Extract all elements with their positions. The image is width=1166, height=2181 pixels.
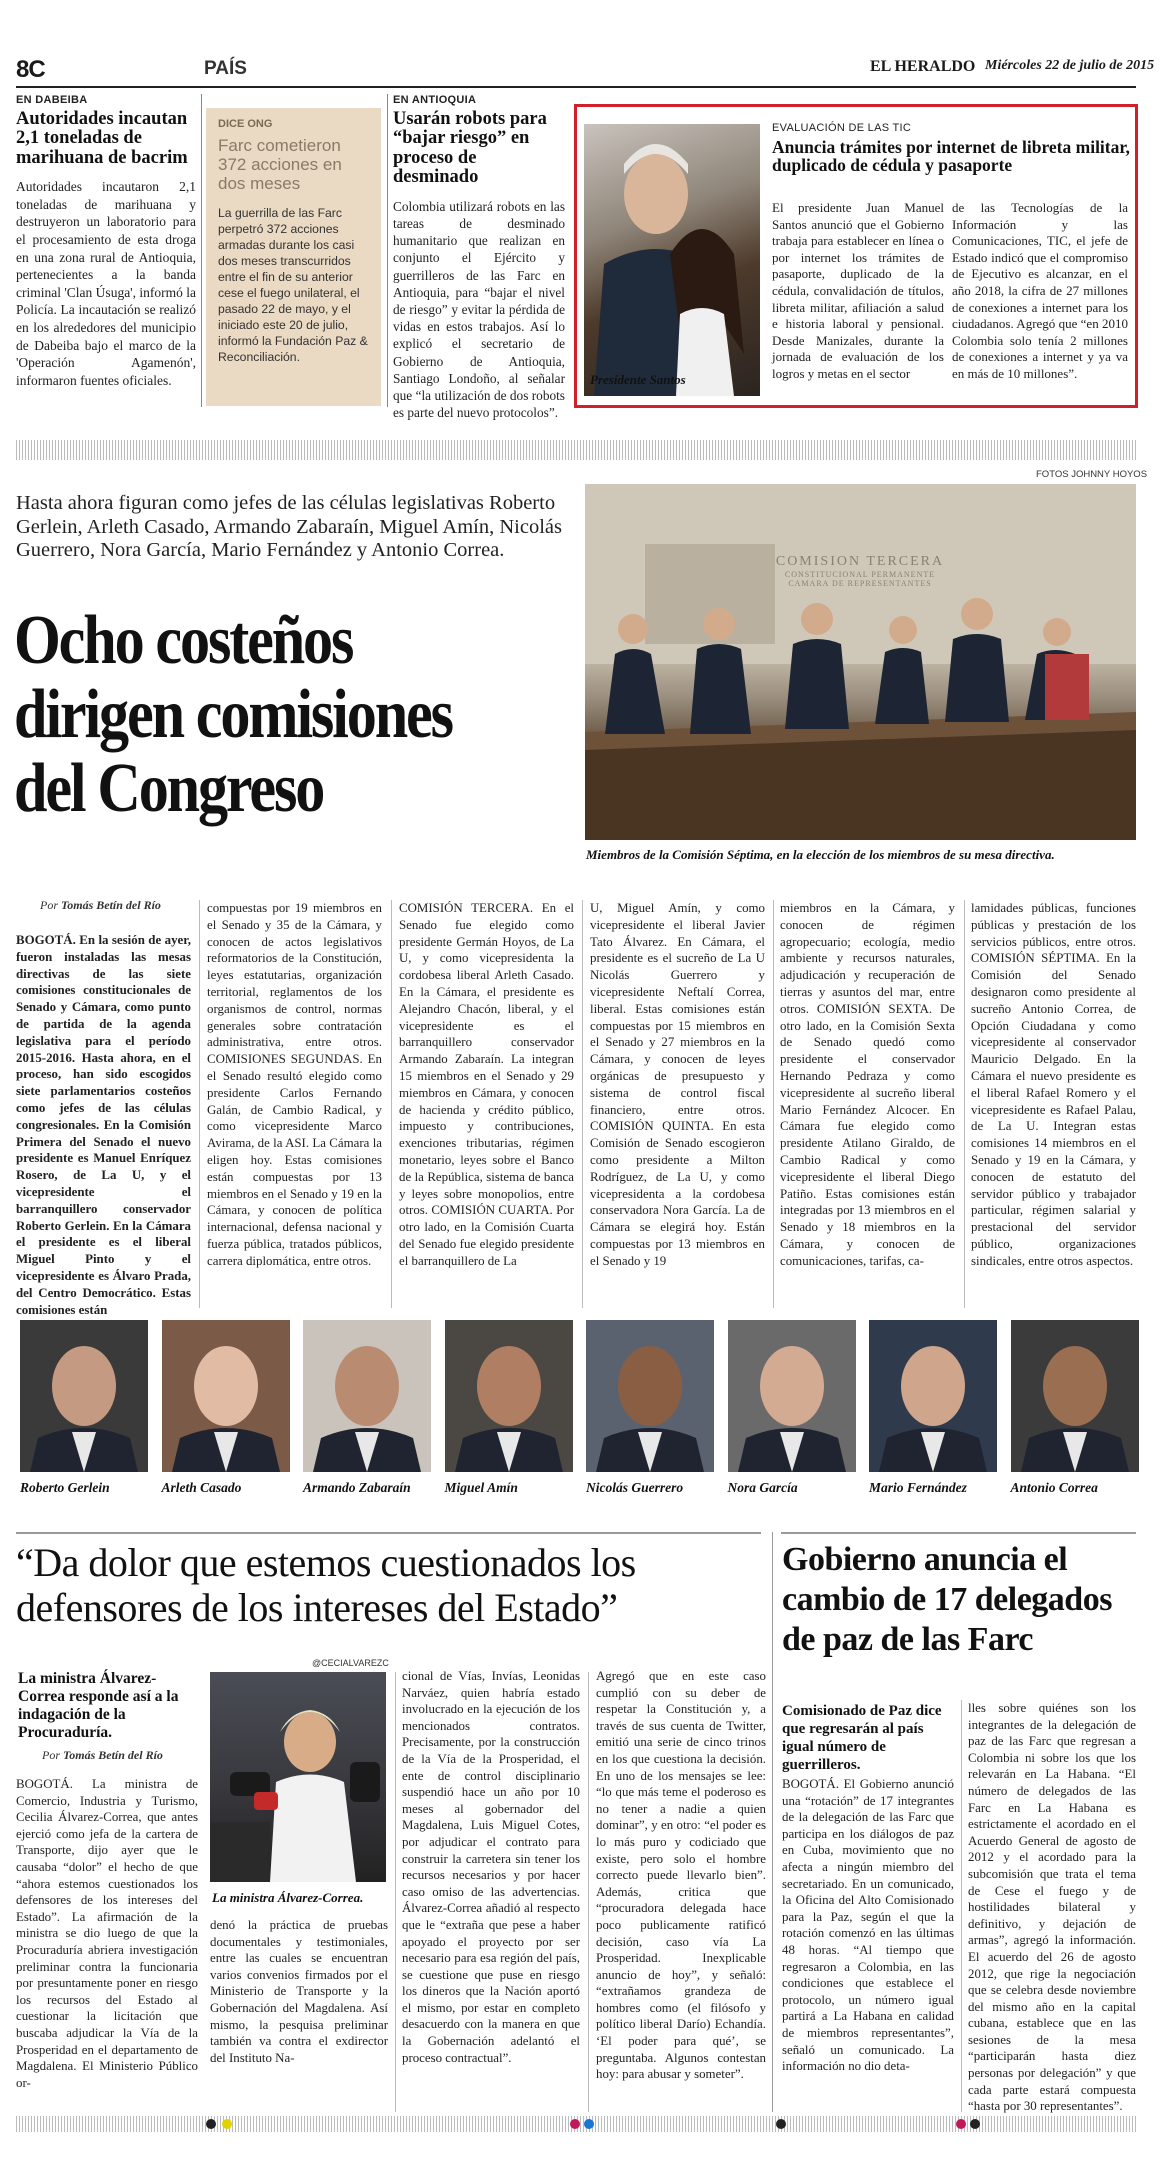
brief-body: Autoridades incautaron 2,1 toneladas de marihuana y destruyeron un laboratorio para el procesamiento de esta droga en una zona rural de Antioquia, pertenecientes a la banda criminal 'Clan Úsuga', informó la Policía. La incautación se realizó en los alrededores del municipio de Dabeiba bajo el marco de la 'Operación Agamenón', informaron fuentes oficiales. [16,179,196,388]
portrait-name: Nora García [727,1480,798,1495]
main-headline: Ocho costeños dirigen comisiones del Congreso [14,602,452,827]
col-divider [773,900,774,1308]
section-label: PAÍS [204,58,247,79]
portrait-photo [728,1320,856,1472]
byline-name: Tomás Betín del Río [63,1748,163,1762]
photo-sign-line: COMISION TERCERA [775,554,945,569]
portrait-name: Armando Zabaraín [303,1480,411,1495]
reg-dot [970,2119,980,2129]
main-col-3: COMISIÓN TERCERA. En el Senado fue elegido como presidente Germán Hoyos, de La U, y como vicepresidenta la cordobesa liberal Arleth Casado. En la Cámara, el presidente es Alejandro Chacón, liberal, y el vicepresidente es el barranquillero conservador Armando Zabaraín. La integran 15 miembros en el Senado y 29 miembros en Cámara, y conocen de hacienda y crédito público, impuesto y contribuciones, exenciones tributarias, régimen monetario, leyes sobre el Banco de la República, sistema de banca y leyes sobre monopolios, entre otros. COMISIÓN CUARTA. Por otro lado, en la Comisión Cuarta del Senado fue elegido presidente el barranquillero de La [399,901,574,1268]
portrait-photo [869,1320,997,1472]
issue-date: Miércoles 22 de julio de 2015 [985,58,1155,73]
header-rule [16,86,1136,88]
byline-prefix: Por [40,898,58,912]
portrait-name: Roberto Gerlein [20,1480,110,1495]
photo-sign-text [760,554,960,588]
santos-photo [584,124,760,396]
brief-tic [772,122,1130,175]
portrait-photo [586,1320,714,1472]
photo-credit: FOTOS JOHNNY HOYOS [1036,469,1148,480]
section-separator [16,440,1136,460]
story2-headline: “Da dolor que estemos cuestionados los defensores de los intereses del Estado” [16,1540,636,1630]
portrait-photo [303,1320,431,1472]
page-number: 8C [16,56,45,83]
reg-dot [570,2119,580,2129]
reg-dot [956,2119,966,2129]
brief-kicker: EN DABEIBA [16,94,88,106]
story2-photo-credit: @CECIALVAREZC [312,1658,389,1668]
main-col-1: BOGOTÁ. En la sesión de ayer, fueron instaladas las mesas directivas de las siete comisiones constitucionales de Senado y Cámara, como punto de partida de la agenda legislativa para el período 2015-2016. Hasta ahora, en el proceso, han sido escogidos siete parlamentarios costeños como jefes de las células congresionales. En la Comisión Primera del Senado el nuevo presidente es Manuel Enríquez Rosero, de La U, y el vicepresidente el barranquillero conservador Roberto Gerlein. En la Cámara el presidente es el liberal Miguel Pinto y el vicepresidente es Álvaro Prada, del Centro Democrático. Estas comisiones están [16,933,191,1317]
brief-body: Colombia utilizará robots en las tareas de desminado humanitario que realizan en conjunto el Ejército y guerrilleros de las Farc en Antioquia, para “bajar el nivel de riesgo” y evitar la pérdida de vidas en estos trabajos. Así lo explicó el secretario de Gobierno de Antioquia, Santiago Londoño, al señalar que “la utilización de dos robots es parte del nuevo protocolos”. [393,198,565,421]
brief-dabeiba [16,94,196,389]
reg-dot [776,2119,786,2129]
byline-prefix: Por [42,1748,60,1762]
col-divider [582,900,583,1308]
col-divider [772,1532,773,2112]
brief-ong-box [206,108,381,406]
brief-robots [393,94,565,421]
brief-kicker: EN ANTIOQUIA [393,94,477,106]
main-col-4: U, Miguel Amín, y como vicepresidente el liberal Javier Tato Álvarez. En Cámara, el presidente es el sucreño de La U Nicolás Guerrero y vicepresidente Neftalí Correa, liberal. Estas comisiones están compuestas por 15 miembros en el Senado y 27 miembros en la Cámara, y conocen de leyes orgánicas de presupuesto y sistema de control fiscal financiero, entre otros. COMISIÓN QUINTA. En esta Comisión de Senado escogieron como presidente a Milton Rodríguez, de La U, y como vicepresidenta a la cordobesa conservadora Nora García. La de Cámara se elegirá hoy. Están compuestas por 13 miembros en el Senado y 19 [590,901,765,1268]
main-dek: Hasta ahora figuran como jefes de las células legislativas Roberto Gerlein, Arleth Casado, Armando Zabaraín, Miguel Amín, Nicolás Guerrero, Nora García, Mario Fernández y Antonio Correa. [16,492,562,561]
photo-illustration [584,124,760,396]
registration-marks [16,2116,1136,2132]
col-divider [964,900,965,1308]
story2-col-2: denó la práctica de pruebas documentales y testimoniales, entre las cuales se encuentran varios convenios firmados por el Ministerio de Transporte y la Gobernación del Magdalena. Así mismo, la pesquisa preliminar también va contra el exdirector del Instituto Na- [210,1918,388,2065]
brief-highlight: Farc cometieron 372 acciones en dos meses [218,136,342,193]
photo-illustration [585,484,1136,840]
main-col-5: miembros en la Cámara, y conocen de régimen agropecuario; ecología, medio ambiente y recursos naturales, adjudicación y recuperación de tierras y asuntos del mar, entre otros. COMISIÓN SEXTA. De otro lado, en la Comisión Sexta de Senado quedó como presidente el conservador Hernando Pedraza y como vicepresidente al sucreño liberal Mario Fernández Alcocer. En Cámara fue elegido como presidente Atilano Giraldo, de Cambio Radical y como vicepresidente el liberal Diego Patiño. Estas comisiones están integradas por 13 miembros en el Senado y 18 miembros en la Cámara, y conocen de comunicaciones, tarifas, ca- [780,901,955,1268]
photo-sign-line: CAMARA DE REPRESENTANTES [788,579,932,588]
story2-col-3: cional de Vías, Invías, Leonidas Narváez, quien habría estado involucrado en la ejecución de los mencionados contratos. Precisamente, por la construcción de la Vía de la Prosperidad, el ente de control disciplinario suspendió hace un año por 10 meses al gobernador del Magdalena, Luis Miguel Cotes, por adjudicar el contrato para construir la carretera sin tener los recursos necesarios y por hacer caso omiso de las advertencias. Álvarez-Correa añadió al respecto que le “extraña que pese a haber apoyado el proyecto por ser necesario para esa región del país, se cuestione que puse en riesgo los dineros que la Nación aportó el mismo, por estar en completo desacuerdo con la manera en que la Gobernación adelantó el proceso contractual”. [402,1669,580,2065]
story2-dek: La ministra Álvarez-Correa responde así a la indagación de la Procuraduría. [18,1670,179,1741]
portrait-photo [162,1320,290,1472]
col-divider [201,94,202,407]
paper-name: EL HERALDO [870,58,976,75]
col-divider [387,94,388,407]
portrait-photo [445,1320,573,1472]
reg-dot [222,2119,232,2129]
col-divider [199,900,200,1308]
minister-photo-caption: La ministra Álvarez-Correa. [212,1890,364,1905]
story2-col-1: BOGOTÁ. La ministra de Comercio, Industria y Turismo, Cecilia Álvarez-Correa, que antes ejerció como jefa de la cartera de Transporte, dijo ayer que le causaba “dolor” el hecho de que “ahora estemos cuestionados los defensores de los intereses del Estado”. La afirmación de la ministra se dio luego de que la Procuraduría abriera investigación preliminar contra la funcionaria por presuntamente poner en riesgo los recursos del Estado al cuestionar la licitación que buscaba adjudicar la Vía de la Prosperidad en el departamento de Magdalena. El Ministerio Público or- [16,1777,198,2090]
portrait-name: Nicolás Guerrero [586,1480,684,1495]
main-byline [40,898,161,913]
story2-byline [42,1748,163,1763]
commission-photo [585,484,1136,840]
santos-photo-caption: Presidente Santos [590,372,686,387]
main-photo-caption: Miembros de la Comisión Séptima, en la elección de los miembros de su mesa directiva. [586,847,1055,862]
main-col-2: compuestas por 19 miembros en el Senado y 35 de la Cámara, y conocen de actos legislativos reformatorios de la Constitución, leyes estatutarias, organización territorial, reglamentos de los organismos de control, normas generales sobre contratación administrativa, entre otros. COMISIONES SEGUNDAS. En el Senado resultó elegido como presidente Carlos Fernando Galán, de Cambio Radical, y como vicepresidente Marco Avirama, de la ASI. La Cámara la eligen hoy. Estas comisiones están compuestas por 13 miembros en el Senado y 19 en la Cámara, y conocen de política internacional, defensa nacional y fuerza pública, tratados públicos, carrera diplomática, entre otros. [207,901,382,1268]
section-rule [16,1532,761,1534]
brief-kicker: DICE ONG [218,118,273,130]
portrait-name: Arleth Casado [161,1480,242,1495]
story3-headline: Gobierno anuncia el cambio de 17 delegados de paz de las Farc [782,1541,1112,1658]
portrait-photo [1011,1320,1139,1472]
brief-body: La guerrilla de las Farc perpetró 372 acciones armadas durante los casi dos meses transcurridos entre el fin de su anterior cese el fuego unilateral, el pasado 22 de mayo, y el iniciado este 20 de julio, informó la Fundación Paz & Reconciliación. [218,206,368,364]
portrait-name: Mario Fernández [869,1480,967,1495]
col-divider [961,1700,962,2112]
section-rule [781,1532,1136,1534]
portrait-name: Miguel Amín [444,1480,518,1495]
col-divider [588,1672,589,2112]
main-col-6: lamidades públicas, funciones públicas y prestación de los servicios públicos, entre otros. COMISIÓN SÉPTIMA. En la Comisión del Senado designaron como presidente al sucreño Antonio Correa, de Opción Ciudadana y como vicepresidente al conservador Mauricio Delgado. En la Cámara el nuevo presidente es el liberal Rafael Romero y el vicepresidente es Rafael Palau, de La U. Integran estas comisiones 14 miembros en el Senado y 19 en la Cámara, y conocen de estatuto del servidor público y trabajador particular, régimen salarial y prestacional del servidor público, organizaciones sindicales, entre otros aspectos. [971,901,1136,1268]
brief-tic-col1: El presidente Juan Manuel Santos anunció que el Gobierno trabaja para establecer en línea o por internet los trámites de pasaporte, duplicado de la cédula, convalidación de títulos, libreta militar, afiliación a salud e historia laboral y pensional. Desde Manizales, durante la jornada de evaluación de los logros y metas en el sector [772,200,944,381]
story2-col-4: Agregó que en este caso cumplió con su deber de respetar la Constitución y, a través de sus cuenta de Twitter, emitió una serie de cinco trinos en los que cuestiona la decisión. En uno de los mensajes se lee: “lo que más teme el poderoso es no tener a nadie a quien dominar”, y en otro: “el poder es lo más puro y codiciado que existe, pero solo el hombre correcto puede llevarlo bien”. Además, critica que “procuradora delegada hace poco publicamente ratificó decisión, caso vía La Prosperidad. Inexplicable anuncio de hoy”, y señaló: “extrañamos grandeza de hombres como (el filósofo y político liberal Darío) Echandía. ‘El poder para qué’, se preguntaba. Algunos contestan hoy: para abusar y someter”. [596,1669,766,2082]
byline-name: Tomás Betín del Río [61,898,161,912]
story3-dek: Comisionado de Paz dice que regresarán al país igual número de guerrilleros. [782,1703,942,1773]
reg-dot [584,2119,594,2129]
reg-dot [206,2119,216,2129]
brief-title: Usarán robots para “bajar riesgo” en proceso de desminado [393,109,547,188]
story3-col-2: lles sobre quiénes son los integrantes de la delegación de paz de las Farc que regresan a Colombia ni sobre los que los relevarán en La Habana. “El número de delegados de las Farc en La Habana es estrictamente el acordado en el Acuerdo General de agosto de 2012 y el acordado para la subcomisión que trata el tema de Cese el fuego y de hostilidades bilateral y definitivo, y dejación de armas”, agregó la información. El acuerdo del 26 de agosto 2012, que rige la negociación que se celebra desde noviembre del mismo año en la capital cubana, establece que en las sesiones de la mesa “participarán hasta diez personas por delegación” y que cada parte estará compuesta “hasta por 30 representantes”. [968,1701,1136,2114]
photo-sign-line: CONSTITUCIONAL PERMANENTE [784,570,936,579]
portrait-name: Antonio Correa [1010,1480,1098,1495]
col-divider [391,900,392,1308]
photo-illustration [210,1672,386,1882]
brief-kicker: EVALUACIÓN DE LAS TIC [772,122,912,134]
brief-title: Autoridades incautan 2,1 toneladas de marihuana de bacrim [16,109,188,168]
brief-tic-col2: de las Tecnologías de la Información y las Comunicaciones, TIC, el jefe de Estado indicó que el compromiso de Ejecutivo es alcanzar, en el año 2018, la cifra de 27 millones de conexiones a internet para los ciudadanos. Agregó que “en 2010 Colombia solo tenía 2 millones de conexiones a internet y ya va en más de 10 millones”. [952,200,1128,381]
portrait-photo [20,1320,148,1472]
col-divider [395,1672,396,2112]
minister-photo [210,1672,386,1882]
story3-col-1: BOGOTÁ. El Gobierno anunció una “rotación” de 17 integrantes de la delegación de las Farc que participa en los diálogos de paz en Cuba, movimiento que no afecta a ningún miembro del secretariado. En un comunicado, la Oficina del Alto Comisionado para la Paz, según el que la rotación comenzó en las últimas 48 horas. “Al tiempo que regresaron a Colombia, en las condiciones que establece el protocolo, un número igual partirá a La Habana en calidad de miembros representantes”, señaló un comunicado. La información no dio deta- [782,1777,954,2074]
brief-title: Anuncia trámites por internet de libreta militar, duplicado de cédula y pasaporte [772,137,1130,176]
